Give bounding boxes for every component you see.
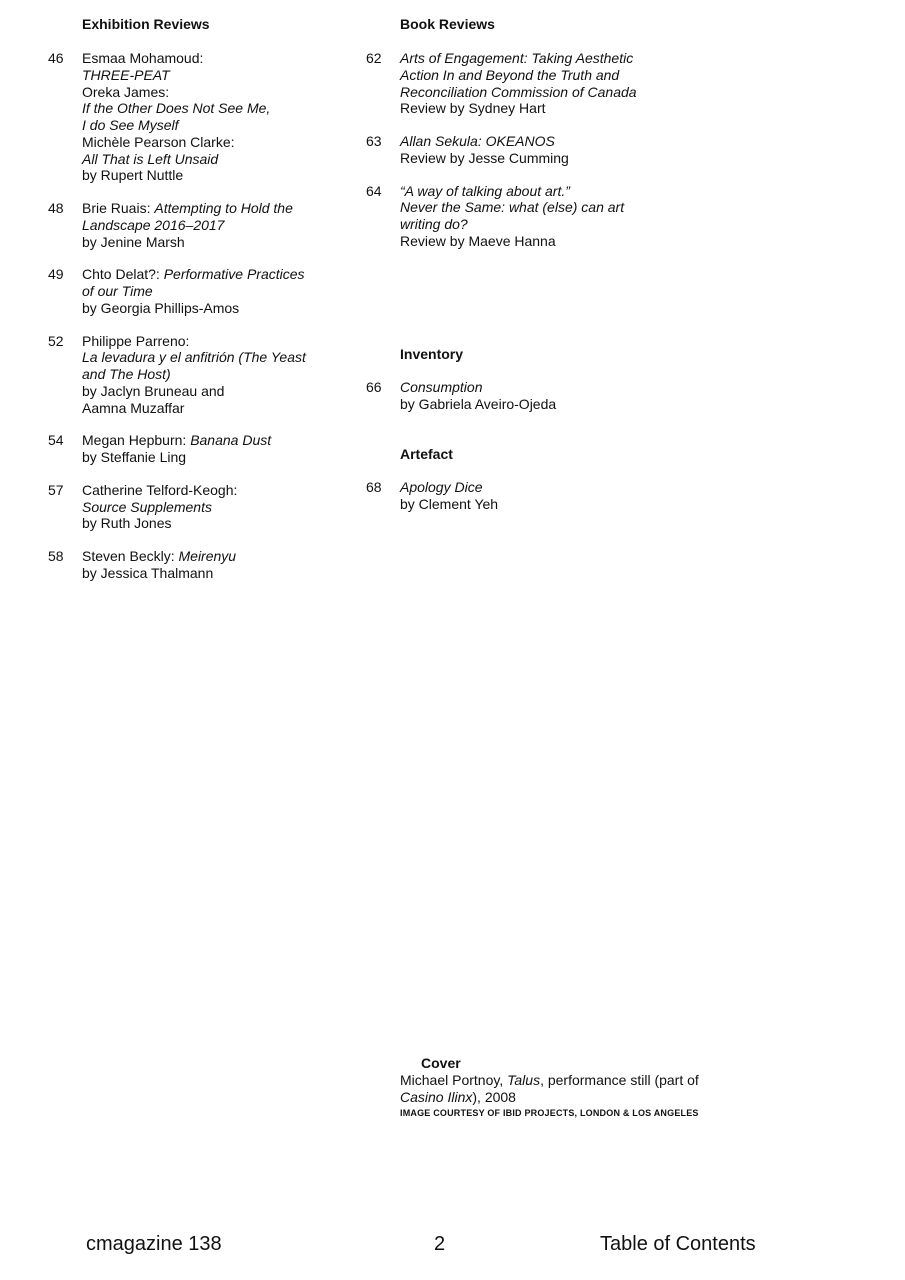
text-segment: , performance still (part of <box>540 1072 699 1088</box>
toc-entry <box>366 379 700 413</box>
toc-entry <box>48 266 382 316</box>
italic-title: I do See Myself <box>82 117 179 133</box>
text-segment: Review by Jesse Cumming <box>400 149 569 166</box>
entry-line <box>400 183 720 200</box>
italic-title: All That is Left Unsaid <box>82 150 219 167</box>
section-title: Table of Contents <box>600 1233 756 1255</box>
entry-line <box>82 67 382 84</box>
entry-line <box>82 449 382 466</box>
entry-line <box>82 234 382 251</box>
text-segment: by Georgia Phillips-Amos <box>82 299 240 316</box>
entry-page-number: 52 <box>48 332 64 349</box>
entry-line <box>400 133 720 150</box>
toc-entry <box>366 479 700 513</box>
entry-line <box>400 1072 740 1089</box>
entry-line <box>82 151 382 168</box>
entry-page-number: 58 <box>48 548 64 564</box>
entry-line <box>82 266 382 283</box>
entry-line <box>400 496 700 513</box>
text-segment: Chto Delat?: <box>82 266 164 283</box>
entry-line <box>400 50 720 67</box>
entry-line <box>82 432 382 449</box>
entry-line <box>82 117 382 134</box>
entry-page-number: 66 <box>366 379 382 395</box>
text-segment: by Clement Yeh <box>400 495 499 512</box>
inventory-heading: Inventory <box>400 346 464 362</box>
italic-title: Consumption <box>400 379 483 395</box>
magazine-issue: cmagazine 138 <box>86 1233 222 1255</box>
text-segment: Michèle Pearson Clarke: <box>82 133 235 150</box>
inventory-list <box>366 379 700 429</box>
italic-title: Landscape 2016–2017 <box>82 216 225 233</box>
entry-line <box>82 167 382 184</box>
book-reviews-heading: Book Reviews <box>400 16 495 32</box>
entry-page-number: 64 <box>366 182 382 199</box>
text-segment: by Rupert Nuttle <box>82 167 184 184</box>
italic-title: of our Time <box>82 283 153 299</box>
italic-title: La levadura y el anfitrión (The Yeast <box>82 349 306 366</box>
italic-title: If the Other Does Not See Me, <box>82 100 271 117</box>
entry-line <box>82 50 382 67</box>
toc-entry <box>48 432 382 466</box>
cover-block <box>400 1055 740 1118</box>
toc-entry <box>48 332 382 417</box>
entry-line <box>400 216 720 233</box>
entry-line <box>400 84 720 101</box>
entry-line <box>400 150 720 167</box>
italic-title: Reconciliation Commission of Canada <box>400 83 637 100</box>
toc-entry <box>366 133 720 167</box>
text-segment: Oreka James: <box>82 83 170 100</box>
italic-title: and The Host) <box>82 366 171 382</box>
entry-line <box>82 200 382 217</box>
toc-entry <box>48 200 382 250</box>
italic-title: Action In and Beyond the Truth and <box>400 66 620 83</box>
entry-line <box>82 283 382 300</box>
entry-page-number: 68 <box>366 479 382 495</box>
entry-line <box>82 482 382 499</box>
entry-line <box>82 515 382 532</box>
entry-line <box>400 396 700 413</box>
entry-line <box>400 100 720 117</box>
italic-title: “A way of talking about art.” <box>400 182 570 199</box>
artefact-list <box>366 479 700 529</box>
italic-title: THREE-PEAT <box>82 66 170 83</box>
toc-entry <box>366 182 720 250</box>
text-segment: by Jenine Marsh <box>82 233 185 250</box>
entry-page-number: 62 <box>366 50 382 66</box>
text-segment: Review by Maeve Hanna <box>400 232 556 249</box>
entry-line <box>400 479 700 496</box>
text-segment: Review by Sydney Hart <box>400 100 546 117</box>
text-segment: Aamna Muzaffar <box>82 399 185 416</box>
entry-line <box>82 100 382 117</box>
text-segment: ), 2008 <box>472 1088 516 1105</box>
text-segment: by Steffanie Ling <box>82 449 187 465</box>
italic-title: Never the Same: what (else) can art <box>400 199 625 216</box>
entry-page-number: 46 <box>48 50 64 66</box>
entry-line <box>82 333 382 350</box>
text-segment: by Ruth Jones <box>82 515 172 532</box>
toc-entry <box>48 481 382 532</box>
entry-line <box>400 233 720 250</box>
entry-line <box>82 400 382 417</box>
artefact-heading: Artefact <box>400 446 453 462</box>
italic-title: Meirenyu <box>178 548 237 564</box>
entry-page-number: 48 <box>48 200 64 216</box>
entry-line <box>82 548 382 565</box>
text-segment: Brie Ruais: <box>82 200 155 216</box>
entry-line <box>82 383 382 400</box>
entry-page-number: 63 <box>366 133 382 149</box>
page-number: 2 <box>434 1233 446 1255</box>
italic-title: Banana Dust <box>190 432 272 449</box>
entry-page-number: 49 <box>48 266 64 283</box>
italic-title: Source Supplements <box>82 498 212 515</box>
book-reviews-list <box>366 50 720 266</box>
italic-title: Apology Dice <box>400 479 483 495</box>
entry-line <box>82 349 382 366</box>
text-segment: Philippe Parreno: <box>82 332 190 349</box>
italic-title: Attempting to Hold the <box>154 200 293 216</box>
entry-page-number: 57 <box>48 481 64 498</box>
exhibition-reviews-heading: Exhibition Reviews <box>82 16 210 32</box>
text-segment: Esmaa Mohamoud: <box>82 50 204 66</box>
exhibition-reviews-list <box>48 50 382 598</box>
entry-line <box>400 1089 740 1106</box>
entry-line <box>82 366 382 383</box>
text-segment: Catherine Telford-Keogh: <box>82 481 238 498</box>
italic-title: Allan Sekula: OKEANOS <box>400 133 555 149</box>
cover-heading: Cover <box>421 1055 461 1071</box>
text-segment: Steven Beckly: <box>82 548 179 564</box>
entry-line <box>400 67 720 84</box>
entry-line <box>82 300 382 317</box>
entry-line <box>82 134 382 151</box>
entry-line <box>82 84 382 101</box>
italic-title: Talus <box>507 1072 541 1088</box>
entry-page-number: 54 <box>48 432 64 449</box>
italic-title: Arts of Engagement: Taking Aesthetic <box>400 50 634 66</box>
toc-entry <box>48 548 382 582</box>
text-segment: Michael Portnoy, <box>400 1072 508 1088</box>
cover-credit: IMAGE COURTESY OF IBID PROJECTS, LONDON & LOS ANGELES <box>400 1107 699 1118</box>
entry-line <box>82 217 382 234</box>
entry-line <box>400 379 700 396</box>
text-segment: by Jaclyn Bruneau and <box>82 382 225 399</box>
entry-line <box>82 499 382 516</box>
cover-caption <box>400 1072 740 1106</box>
entry-line <box>400 199 720 216</box>
text-segment: by Jessica Thalmann <box>82 564 214 581</box>
toc-entry <box>366 50 720 117</box>
italic-title: writing do? <box>400 216 468 232</box>
text-segment: by Gabriela Aveiro-Ojeda <box>400 395 557 412</box>
entry-line <box>82 565 382 582</box>
italic-title: Performative Practices <box>163 266 305 283</box>
italic-title: Casino Ilinx <box>400 1088 473 1105</box>
text-segment: Megan Hepburn: <box>82 432 191 449</box>
toc-entry <box>48 50 382 184</box>
